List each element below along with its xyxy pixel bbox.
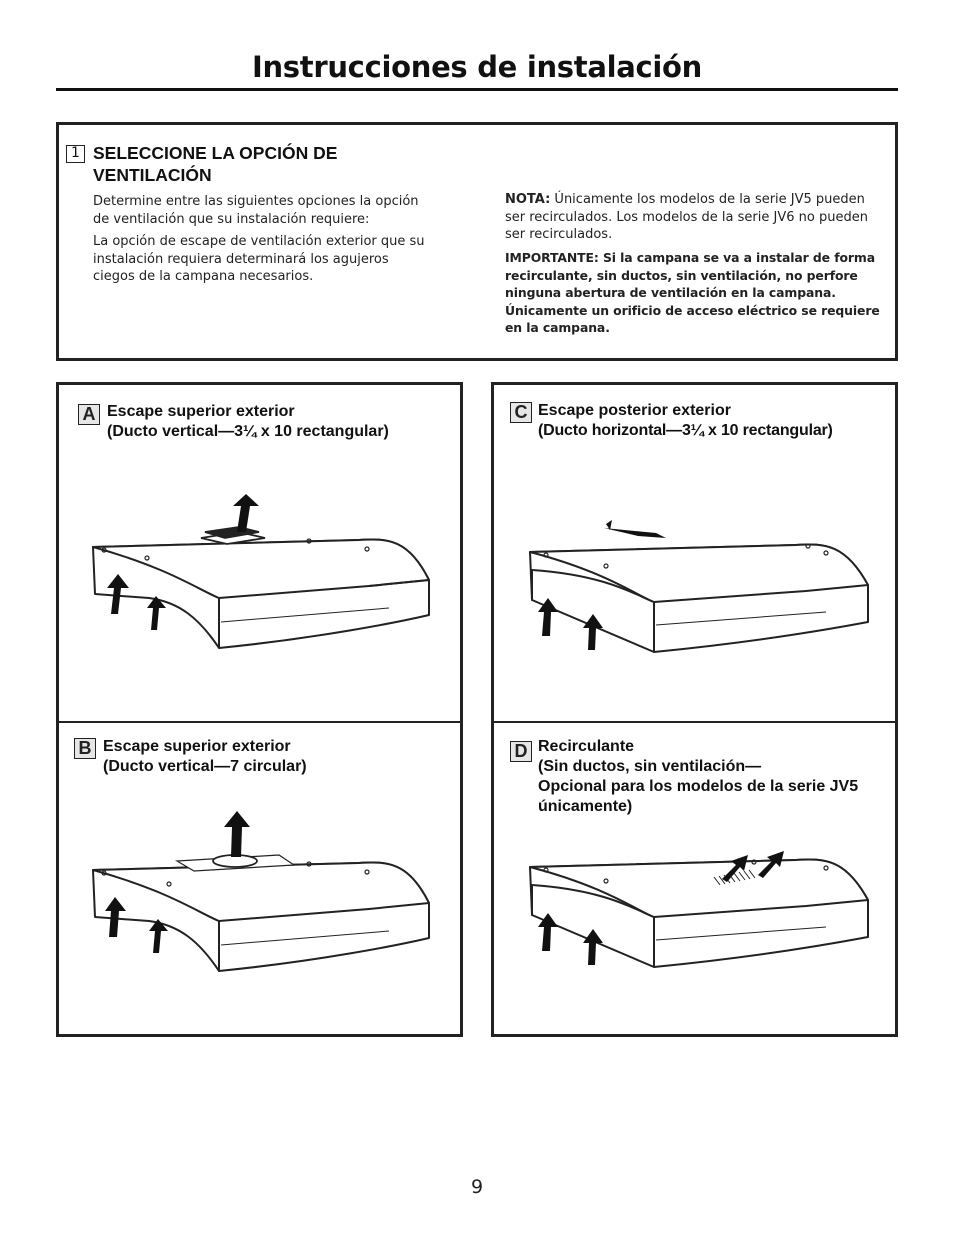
note <box>505 191 885 244</box>
options-right-box <box>491 382 898 1037</box>
hood-top-rectangular-illustration <box>89 490 439 660</box>
option-b-title <box>103 737 453 777</box>
option-d-heading: Recirculante <box>538 738 635 755</box>
divider <box>494 721 895 723</box>
option-d-subtitle-1: (Sin ductos, sin ventilación— <box>538 758 762 775</box>
note-label: NOTA: <box>505 192 551 207</box>
option-a-subtitle: (Ducto vertical—3¼ x 10 rectangular) <box>107 423 389 440</box>
step-number: 1 <box>66 145 85 163</box>
step-text-1: Determine entre las siguientes opciones la opción de ventilación que su instalación requiere: <box>93 194 419 227</box>
option-c-heading: Escape posterior exterior <box>538 402 731 419</box>
option-a-title <box>107 402 457 442</box>
divider <box>59 721 460 723</box>
option-c-subtitle: (Ducto horizontal—3¼ x 10 rectangular) <box>538 422 833 439</box>
hood-rear-illustration <box>526 500 876 670</box>
page-number: 9 <box>470 1176 484 1198</box>
option-b-letter: B <box>74 738 96 759</box>
option-d-subtitle-2: Opcional para los modelos de la serie JV5 <box>538 778 859 795</box>
important-note: IMPORTANTE: Si la campana se va a instalar de forma recirculante, sin ductos, sin ventilación, no perfore ninguna abertura de ventilación en la campana. Únicamente un orificio de acceso eléctrico se requiere en la campana. <box>505 250 880 335</box>
option-c-title <box>538 401 893 441</box>
note-text: Únicamente los modelos de la serie JV5 pueden ser recirculados. Los modelos de la serie JV6 no pueden ser recirculados. <box>505 192 868 242</box>
option-a-letter: A <box>78 404 100 425</box>
hood-recirculating-illustration <box>526 815 876 985</box>
options-left-box <box>56 382 463 1037</box>
option-d-subtitle-3: únicamente) <box>538 798 633 815</box>
step-1-box <box>56 122 898 361</box>
option-a-heading: Escape superior exterior <box>107 403 295 420</box>
page-title: Instrucciones de instalación <box>251 50 703 84</box>
step-text-2: La opción de escape de ventilación exterior que su instalación requiera determinará los agujeros ciegos de la campana necesarios. <box>93 234 425 284</box>
hood-top-circular-illustration <box>89 813 439 983</box>
option-b-heading: Escape superior exterior <box>103 738 291 755</box>
option-d-title <box>538 737 898 817</box>
option-b-subtitle: (Ducto vertical—7 circular) <box>103 758 307 775</box>
option-d-letter: D <box>510 741 532 762</box>
title-rule <box>56 88 898 91</box>
step-heading: SELECCIONE LA OPCIÓN DE VENTILACIÓN <box>93 143 338 185</box>
option-c-letter: C <box>510 402 532 423</box>
